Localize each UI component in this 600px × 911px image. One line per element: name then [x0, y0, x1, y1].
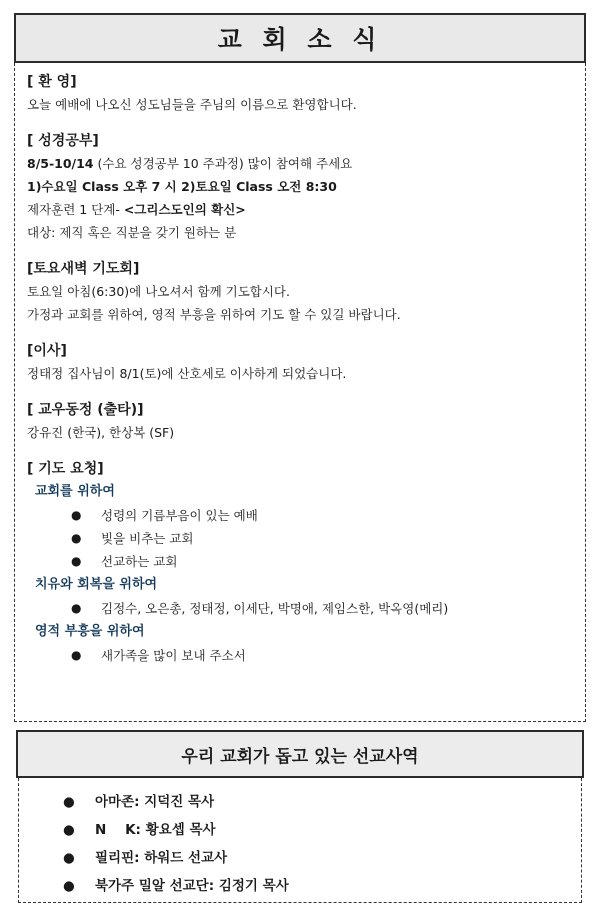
- prayer-item: [27, 527, 585, 550]
- prayer-group-title: 치유와 회복을 위하여: [35, 577, 158, 592]
- mission-item: [19, 816, 581, 844]
- dawn-prayer-section: [27, 258, 585, 326]
- moving-section: [27, 340, 585, 385]
- welcome-text: 오늘 예배에 나오신 성도님들을 주님의 이름으로 환영합니다.: [27, 97, 357, 112]
- mission-item: [19, 844, 581, 872]
- bullet-icon: ●: [71, 601, 82, 615]
- members-news-heading: [ 교우동정 (출타)]: [27, 402, 144, 418]
- discipleship-course: <그리스도인의 확신>: [123, 202, 246, 217]
- mission-item: [19, 872, 581, 900]
- prayer-item: [27, 504, 585, 527]
- mission-title-bar: [16, 730, 584, 778]
- prayer-item-text: 빛을 비추는 교회: [101, 531, 194, 546]
- bible-study-schedule: [27, 152, 585, 175]
- bullet-icon: ●: [63, 822, 75, 838]
- bible-study-dates: 8/5-10/14: [27, 156, 94, 171]
- prayer-item-text: 김정수, 오은총, 정태정, 이세단, 박명애, 제임스한, 박옥영(메리): [101, 601, 449, 616]
- prayer-item-text: 선교하는 교회: [101, 554, 178, 569]
- dawn-prayer-text-1: 토요일 아침(6:30)에 나오셔서 함께 기도합시다.: [27, 284, 290, 299]
- mission-item-text: 북가주 밀알 선교단: 김정기 목사: [95, 878, 289, 894]
- dawn-prayer-text-2: 가정과 교회를 위하여, 영적 부흥을 위하여 기도 할 수 있길 바랍니다.: [27, 307, 401, 322]
- bulletin-title: 교 회 소 식: [217, 25, 383, 54]
- news-section: [14, 63, 586, 722]
- moving-heading: [이사]: [27, 343, 67, 359]
- prayer-group-title: 영적 부흥을 위하여: [35, 624, 145, 639]
- prayer-group-title: 교회를 위하여: [35, 484, 115, 499]
- discipleship-prefix: 제자훈련 1 단계-: [27, 202, 124, 217]
- prayer-item: [27, 597, 585, 620]
- bible-study-section: [27, 130, 585, 244]
- dawn-prayer-heading: [토요새벽 기도회]: [27, 261, 140, 277]
- bullet-icon: ●: [63, 850, 75, 866]
- moving-text: 정태정 집사님이 8/1(토)에 산호세로 이사하게 되었습니다.: [27, 366, 347, 381]
- prayer-request-heading: [ 기도 요청]: [27, 461, 104, 477]
- discipleship-target: 대상: 제직 혹은 직분을 갖기 원하는 분: [27, 225, 237, 240]
- mission-section: [18, 778, 582, 903]
- prayer-item-text: 성령의 기름부음이 있는 예배: [101, 508, 258, 523]
- prayer-item: [27, 550, 585, 573]
- welcome-heading: [ 환 영]: [27, 74, 77, 90]
- bullet-icon: ●: [71, 531, 82, 545]
- bullet-icon: ●: [71, 508, 82, 522]
- mission-item-text: N K: 황요셉 목사: [95, 822, 216, 838]
- mission-item-text: 필리핀: 하워드 선교사: [95, 850, 228, 866]
- mission-item-text: 아마존: 지덕진 목사: [95, 794, 215, 810]
- prayer-item-text: 새가족을 많이 보내 주소서: [101, 648, 246, 663]
- bible-study-schedule-text: (수요 성경공부 10 주과정) 많이 참여해 주세요: [93, 156, 353, 171]
- prayer-request-section: [27, 458, 585, 667]
- members-news-text: 강유진 (한국), 한상복 (SF): [27, 425, 175, 440]
- welcome-section: [27, 71, 585, 116]
- bible-study-classes: 1)수요일 Class 오후 7 시 2)토요일 Class 오전 8:30: [27, 179, 337, 194]
- mission-heading: 우리 교회가 돕고 있는 선교사역: [181, 746, 419, 767]
- bullet-icon: ●: [63, 794, 75, 810]
- mission-item: [19, 788, 581, 816]
- discipleship-line: [27, 198, 585, 221]
- bible-study-heading: [ 성경공부]: [27, 133, 99, 149]
- bullet-icon: ●: [71, 648, 82, 662]
- members-news-section: [27, 399, 585, 444]
- bulletin-title-bar: [14, 13, 586, 63]
- bullet-icon: ●: [71, 554, 82, 568]
- bullet-icon: ●: [63, 878, 75, 894]
- prayer-item: [27, 644, 585, 667]
